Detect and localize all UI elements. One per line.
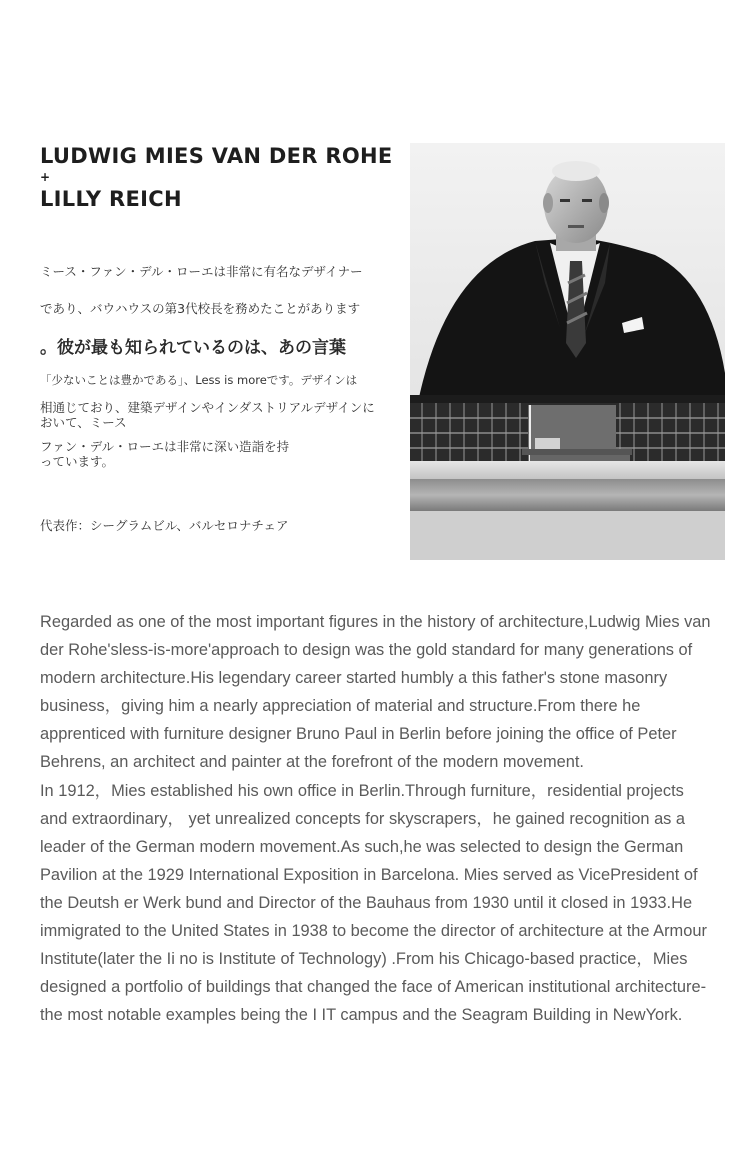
jp-paragraph-2: であり、バウハウスの第3代校長を務めたことがあります	[40, 301, 361, 316]
jp-quote: 「少ないことは豊かである」、Less is moreです。デザインは	[40, 373, 358, 387]
jp-representative-works: 代表作：シーグラムビル、バルセロナチェア	[40, 518, 289, 533]
biography-paragraph-1: Regarded as one of the most important figures in the history of architecture,Ludwig Mies van der Rohe'sless-is-more'approach to design was the gold standard for many generations of modern architecture.His legendary career started humbly a this father's stone masonry business，giving him a nearly appreciation of material and structure.From there he apprenticed with furniture designer Bruno Paul in Berlin before joining the office of Peter Behrens, an architect and painter at the forefront of the modern movement.	[40, 613, 711, 772]
title-line-1: LUDWIG MIES VAN DER ROHE	[40, 144, 393, 168]
jp-paragraph-1: ミース・ファン・デル・ローエは非常に有名なデザイナー	[40, 264, 363, 279]
title-plus: +	[40, 170, 51, 184]
biography-paragraph-2: In 1912，Mies established his own office in Berlin.Through furniture，residential projects and extraordinary， yet unrealized concepts for skyscrapers，he gained recognition as a leader of the German modern movement.As such,he was selected to design the German Pavilion at the 1929 International Exposition in Barcelona. Mies served as VicePresident of the Deutsh er Werk bund and Director of the Bauhaus from 1930 until it closed in 1933.He immigrated to the United States in 1938 to become the director of architecture at the Armour Institute(later the Ii no is Institute of Technology) .From his Chicago-based practice，Mies designed a portfolio of buildings that changed the face of American institutional architecture-the most notable examples being the I IT campus and the Seagram Building in NewYork.	[40, 781, 707, 1025]
jp-paragraph-6	[40, 439, 289, 469]
title-line-2: LILLY REICH	[40, 187, 182, 211]
jp-paragraph-5b: おいて、ミース	[40, 415, 127, 430]
jp-paragraph-5a: 相通じており、建築デザインやインダストリアルデザインに	[40, 400, 375, 415]
jp-paragraph-6a: ファン・デル・ローエは非常に深い造詣を持	[40, 439, 290, 454]
biography-text	[40, 608, 712, 1029]
page-title	[40, 143, 393, 212]
jp-paragraph-6b: っています。	[40, 454, 115, 469]
jp-paragraph-5	[40, 400, 415, 430]
portrait-photo	[410, 143, 725, 560]
jp-highlight: 。彼が最も知られているのは、あの言葉	[40, 338, 346, 358]
portrait-illustration	[410, 143, 725, 560]
